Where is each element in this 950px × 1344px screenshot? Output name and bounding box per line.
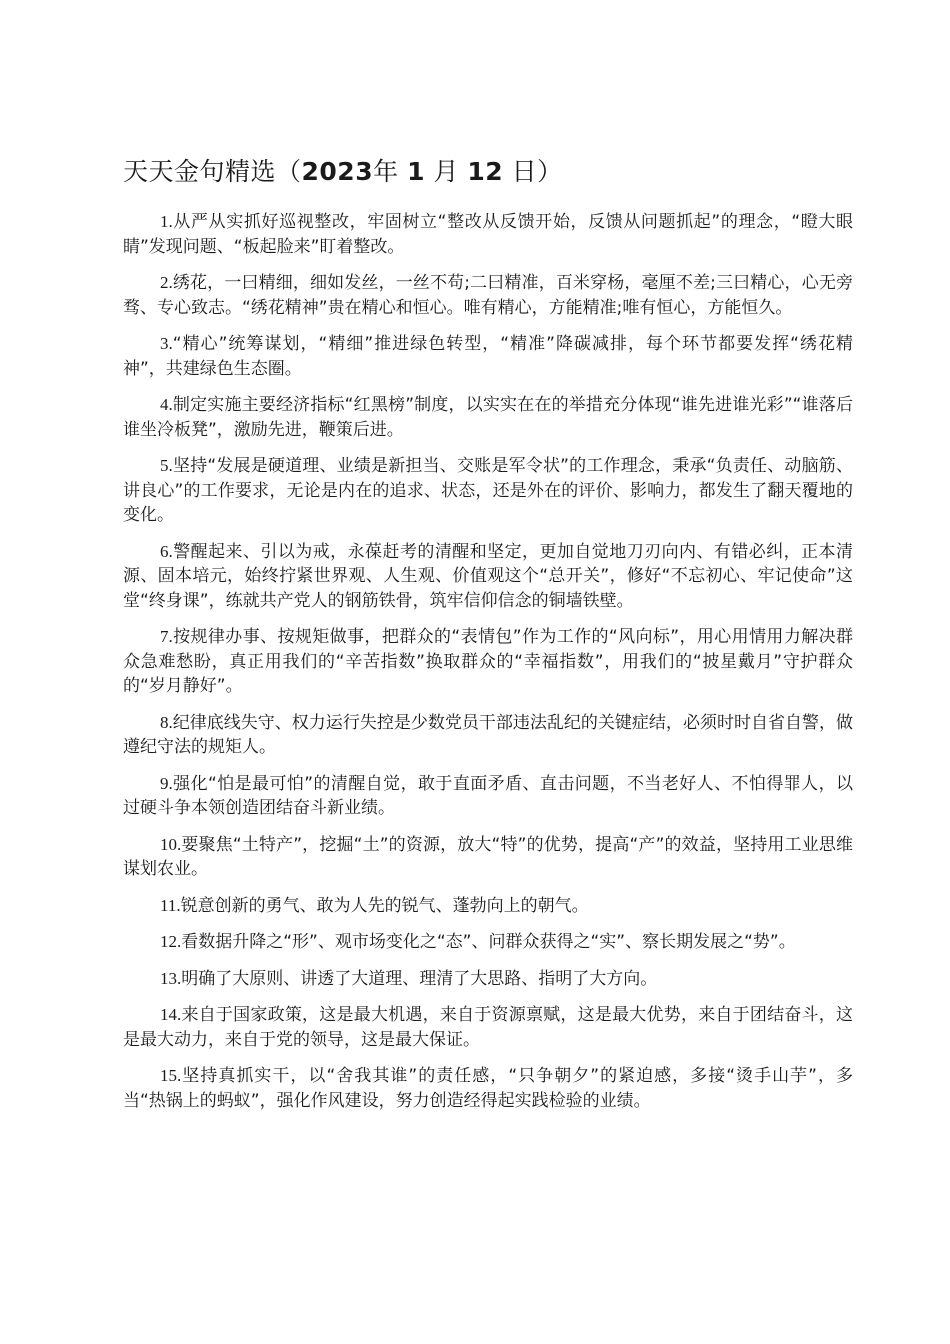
quote-text: 锐意创新的勇气、敢为人先的锐气、蓬勃向上的朝气。 xyxy=(180,895,589,916)
title-prefix: 天天金句精选（ xyxy=(123,157,302,186)
quote-index: 14. xyxy=(160,1005,182,1024)
quote-item xyxy=(123,540,853,614)
quote-text: 坚持真抓实干，以“舍我其谁”的责任感，“只争朝夕”的紧迫感，多接“烫手山芋”，多当“热锅上的蚂蚁”，强化作风建设，努力创造经得起实践检验的业绩。 xyxy=(123,1066,853,1111)
quote-text: 要聚焦“土特产”，挖掘“土”的资源，放大“特”的优势，提高“产”的效益，坚持用工业思维谋划农业。 xyxy=(123,834,853,879)
quote-index: 7. xyxy=(160,627,173,646)
quote-index: 13. xyxy=(160,968,182,988)
quote-text: 从严从实抓好巡视整改，牢固树立“整改从反馈开始，反馈从问题抓起”的理念，“瞪大眼睛”发现问题、“板起脸来”盯着整改。 xyxy=(123,212,853,257)
document-title xyxy=(123,150,853,194)
quote-text: 绣花，一曰精细，细如发丝，一丝不苟;二曰精准，百米穿杨，毫厘不差;三曰精心，心无旁骛、专心致志。“绣花精神”贵在精心和恒心。唯有精心，方能精准;唯有恒心，方能恒久。 xyxy=(123,273,853,318)
quote-item xyxy=(123,772,853,821)
quote-item xyxy=(123,1003,853,1052)
quote-text: 制定实施主要经济指标“红黑榜”制度，以实实在在的举措充分体现“谁先进谁光彩”“谁落后谁坐冷板凳”，激励先进，鞭策后进。 xyxy=(123,395,853,440)
quote-text: 看数据升降之“形”、观市场变化之“态”、问群众获得之“实”、察长期发展之“势”。 xyxy=(181,932,796,952)
quote-text: 纪律底线失守、权力运行失控是少数党员干部违法乱纪的关键症结，必须时时自省自警，做遵纪守法的规矩人。 xyxy=(123,712,853,757)
title-month-unit: 月 xyxy=(433,157,459,186)
quote-item xyxy=(123,1064,853,1113)
title-suffix: 日） xyxy=(511,157,563,186)
quote-index: 8. xyxy=(160,712,173,732)
quote-item xyxy=(123,454,853,528)
document-page xyxy=(123,150,853,1125)
quote-text: 警醒起来、引以为戒，永葆赶考的清醒和坚定，更加自觉地刀刃向内、有错必纠，正本清源、固本培元，始终拧紧世界观、人生观、价值观这个“总开关”，修好“不忘初心、牢记使命”这堂“终身课”，练就共产党人的钢筋铁骨，筑牢信仰信念的铜墙铁壁。 xyxy=(123,541,853,611)
quote-index: 4. xyxy=(160,395,173,414)
quote-text: 坚持“发展是硬道理、业绩是新担当、交账是军令状”的工作理念，秉承“负责任、动脑筋、讲良心”的工作要求，无论是内在的追求、状态，还是外在的评价、影响力，都发生了翻天覆地的变化。 xyxy=(123,456,853,525)
quote-item xyxy=(123,930,853,955)
quote-item xyxy=(123,894,853,919)
quote-index: 3. xyxy=(160,334,173,353)
quote-index: 10. xyxy=(160,834,182,854)
quote-index: 11. xyxy=(160,895,181,915)
title-day: 12 xyxy=(467,157,504,186)
title-year: 2023 xyxy=(301,157,374,186)
quote-item xyxy=(123,625,853,699)
quote-index: 15. xyxy=(160,1066,182,1085)
quote-index: 9. xyxy=(160,773,173,793)
quote-text: 按规律办事、按规矩做事，把群众的“表情包”作为工作的“风向标”，用心用情用力解决群众急难愁盼，真正用我们的“辛苦指数”换取群众的“幸福指数”，用我们的“披星戴月”守护群众的“岁月静好”。 xyxy=(123,627,853,696)
quote-text: 强化“怕是最可怕”的清醒自觉，敢于直面矛盾、直击问题，不当老好人、不怕得罪人，以过硬斗争本领创造团结奋斗新业绩。 xyxy=(123,773,853,818)
quote-item xyxy=(123,711,853,760)
quote-text: “精心”统筹谋划，“精细”推进绿色转型，“精准”降碳减排，每个环节都要发挥“绣花精神”，共建绿色生态圈。 xyxy=(123,334,853,379)
quote-item xyxy=(123,271,853,320)
quote-index: 12. xyxy=(160,932,182,951)
title-month: 1 xyxy=(407,157,425,186)
quote-index: 5. xyxy=(160,456,173,475)
quote-item xyxy=(123,210,853,259)
quote-item xyxy=(123,393,853,442)
quote-item xyxy=(123,833,853,882)
quote-text: 明确了大原则、讲透了大道理、理清了大思路、指明了大方向。 xyxy=(181,968,658,989)
title-year-unit: 年 xyxy=(373,157,399,186)
quote-index: 6. xyxy=(160,541,173,561)
quote-item xyxy=(123,967,853,992)
quote-text: 来自于国家政策，这是最大机遇，来自于资源禀赋，这是最大优势，来自于团结奋斗，这是最大动力，来自于党的领导，这是最大保证。 xyxy=(123,1005,853,1050)
quote-item xyxy=(123,332,853,381)
quote-index: 1. xyxy=(160,212,173,231)
quote-index: 2. xyxy=(160,273,173,292)
